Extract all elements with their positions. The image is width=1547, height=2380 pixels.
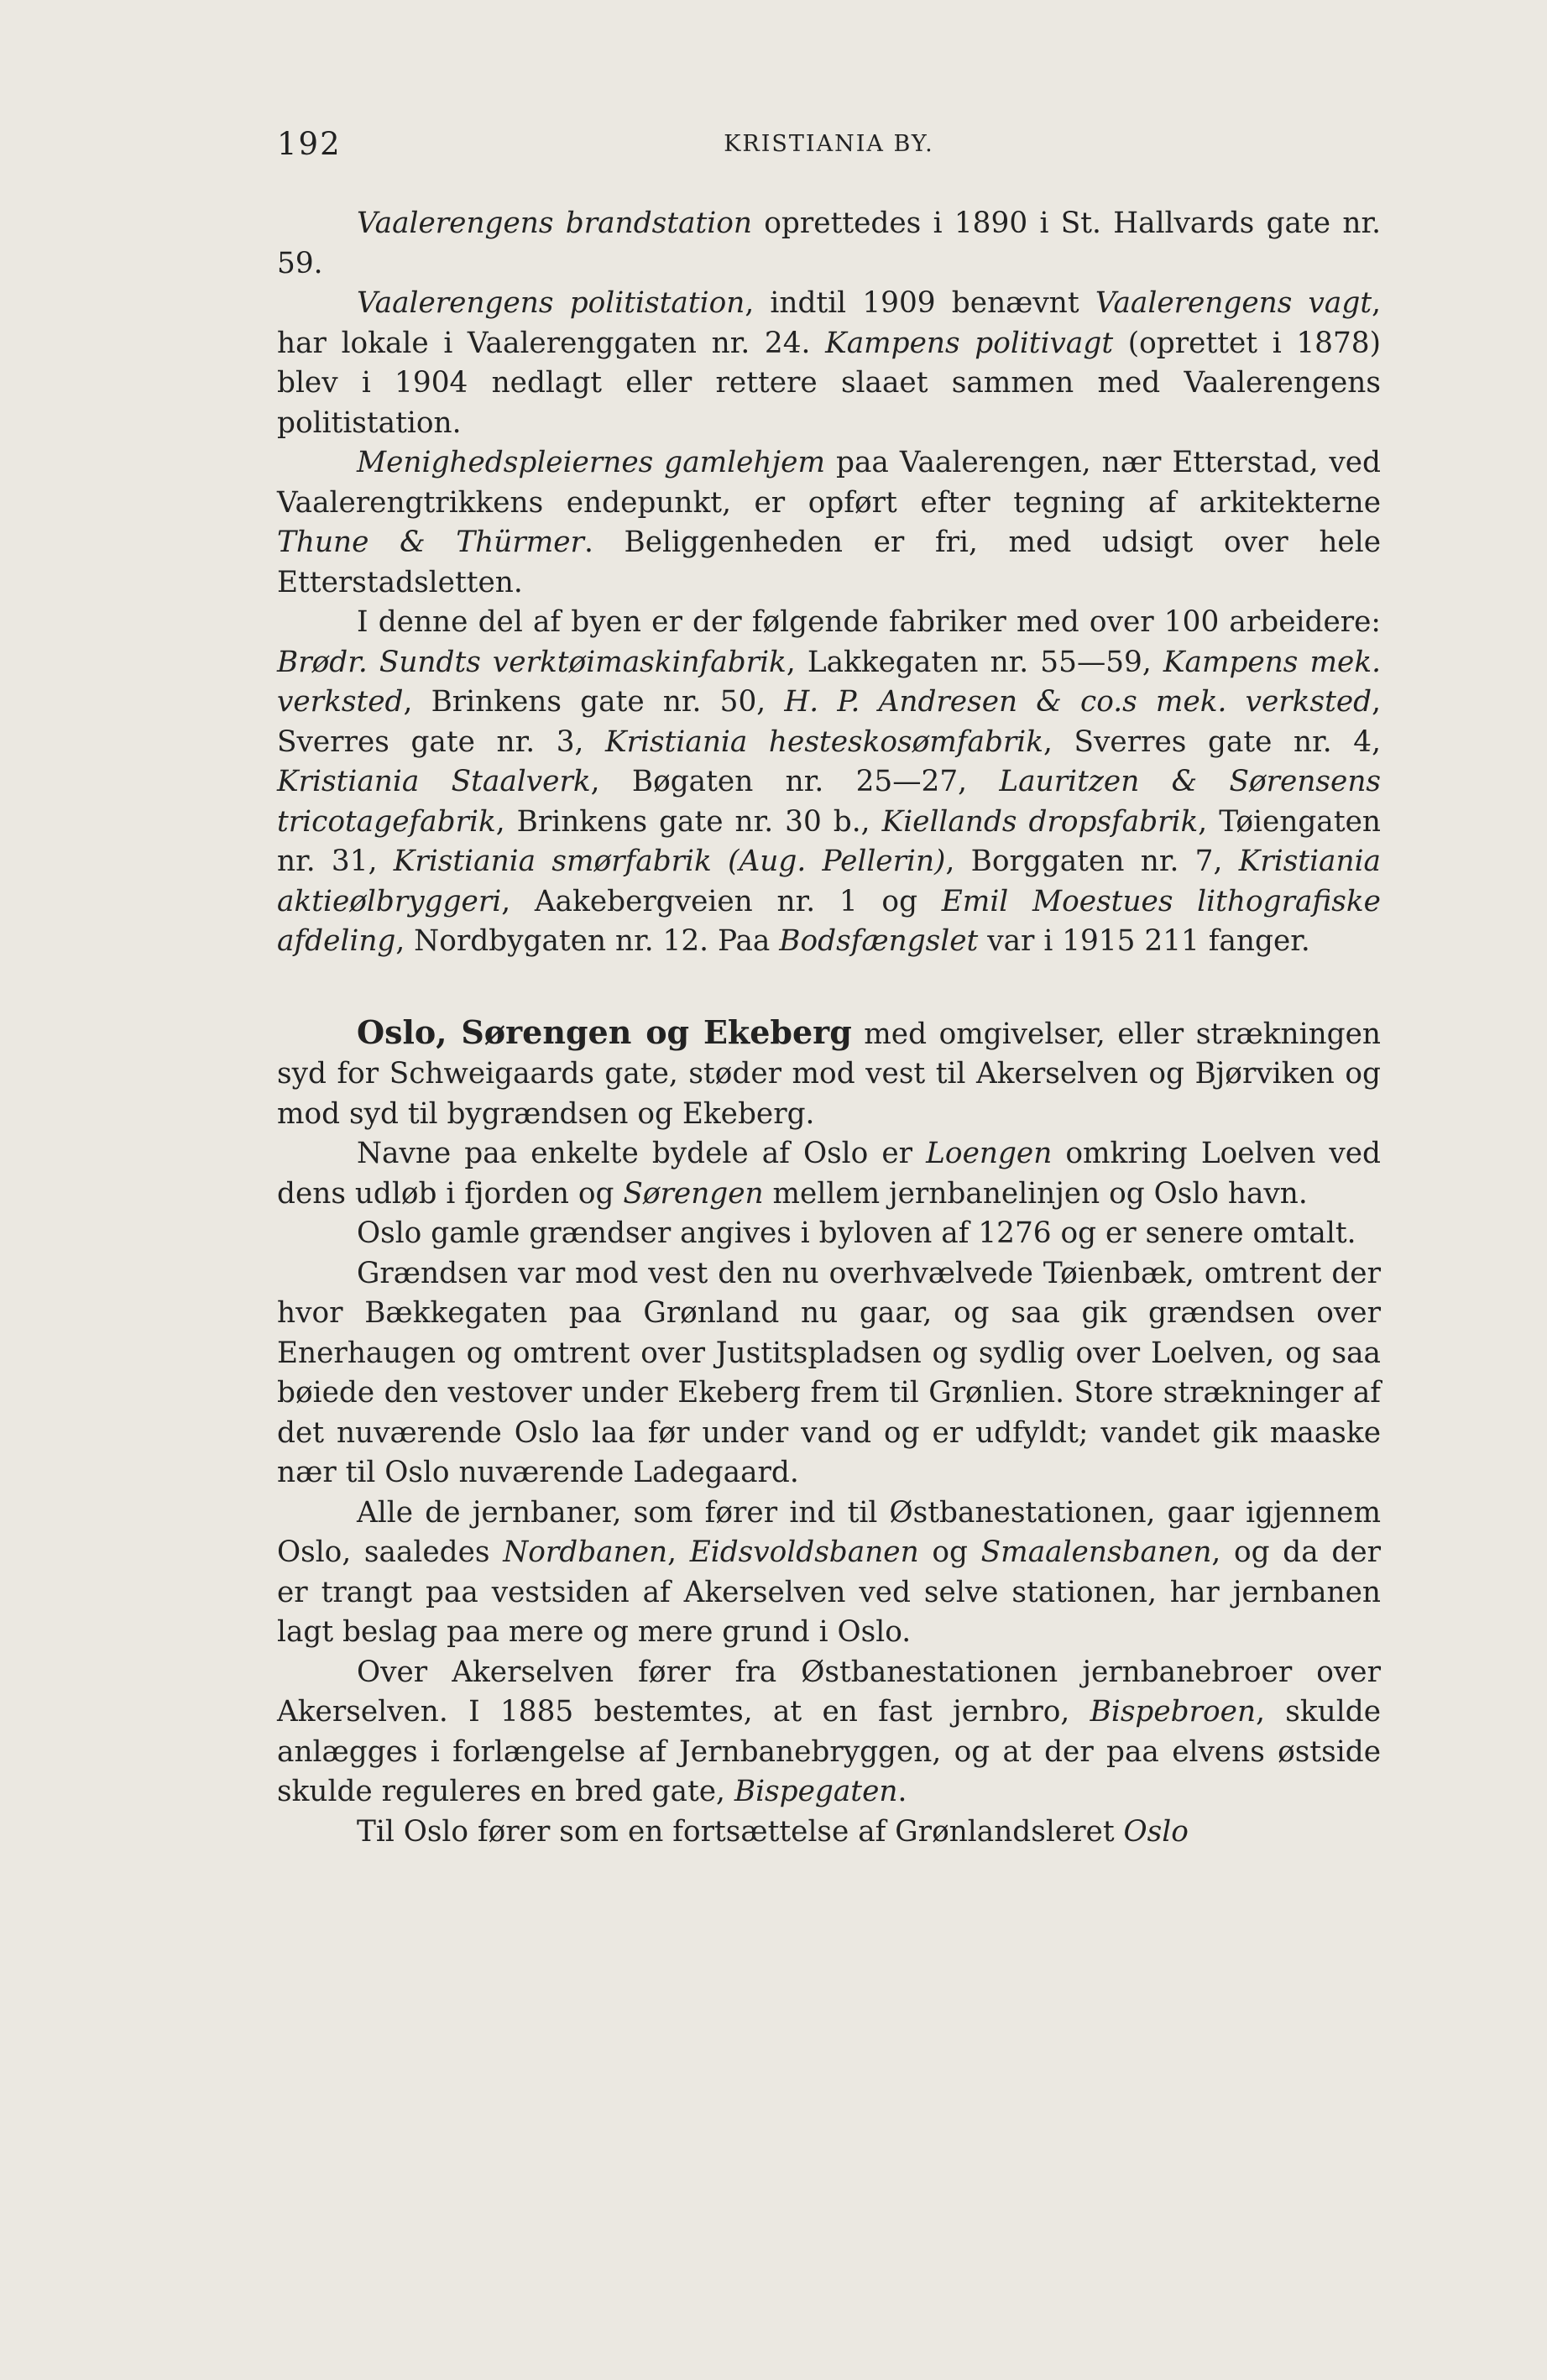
page-body-text	[277, 204, 1381, 1852]
text-run: og	[918, 1535, 981, 1569]
text-run: Over Akerselven fører fra Østbanestationen jernbanebroer over Akerselven. I 1885 bestemtes, at en fast jernbro,	[277, 1655, 1381, 1729]
italic-term: Kristiania hesteskosømfabrik	[605, 724, 1044, 759]
paragraph	[277, 204, 1381, 284]
italic-term: Loengen	[926, 1137, 1053, 1170]
italic-term: Vaalerengens politistation	[357, 286, 745, 320]
text-run: ,	[667, 1535, 690, 1569]
text-run: Oslo gamle grændser angives i byloven af 1276 og er senere omtalt.	[357, 1216, 1356, 1250]
italic-term: Smaalensbanen	[980, 1535, 1212, 1569]
italic-term: Kristiania aktieølbryggeri	[277, 845, 1382, 918]
text-run: omkring Loelven ved dens udløb i fjorden og	[277, 1137, 1381, 1211]
text-run: Navne paa enkelte bydele af Oslo er	[357, 1137, 927, 1170]
text-run: .	[897, 1775, 907, 1808]
text-run: , Borggaten nr. 7,	[945, 845, 1239, 878]
italic-term: Vaalerengens brandstation	[357, 207, 752, 240]
section-heading: Oslo, Sørengen og Ekeberg	[357, 1012, 852, 1051]
text-run: I denne del af byen er der følgende fabriker med over 100 arbeidere:	[357, 605, 1381, 639]
text-run: . Beliggenheden er fri, med udsigt over hele Etterstadsletten.	[277, 526, 1381, 599]
italic-term: Kristiania Staalverk	[277, 765, 591, 798]
italic-term: H. P. Andresen & co.s mek. verksted	[784, 685, 1372, 719]
text-run: mellem jernbanelinjen og Oslo havn.	[763, 1176, 1308, 1211]
text-run: , Bøgaten nr. 25—27,	[590, 765, 1000, 798]
italic-term: Sørengen	[623, 1176, 764, 1211]
text-run: , og da der er trangt paa vestsiden af Akerselven ved selve stationen, har jernbanen lagt beslag paa mere og mere grund i Oslo.	[277, 1535, 1382, 1649]
running-title: KRISTIANIA BY.	[724, 131, 934, 157]
text-run: , indtil 1909 benævnt	[745, 286, 1095, 320]
italic-term: Eidsvoldsbanen	[689, 1535, 919, 1569]
paragraph	[277, 1812, 1381, 1853]
italic-term: Kampens politivagt	[825, 326, 1114, 360]
text-run: , Aakebergveien nr. 1 og	[501, 884, 942, 918]
italic-term: Lauritzen & Sørensens tricotagefabrik	[277, 765, 1382, 839]
paragraph	[277, 284, 1381, 443]
italic-term: Vaalerengens vagt	[1095, 286, 1372, 320]
text-run: (oprettet i 1878) blev i 1904 nedlagt eller rettere slaaet sammen med Vaalerengens politistation.	[277, 326, 1381, 440]
paragraph	[277, 443, 1381, 603]
paragraph	[277, 1134, 1381, 1214]
text-run: , skulde anlægges i forlængelse af Jernbanebryggen, og at der paa elvens østside skulde reguleres en bred gate,	[277, 1695, 1381, 1808]
text-run: , har lokale i Vaalerenggaten nr. 24.	[277, 286, 1382, 360]
italic-term: Thune & Thürmer	[277, 526, 584, 559]
italic-term: Kampens mek. verksted	[277, 645, 1382, 719]
paragraph	[277, 1214, 1381, 1254]
text-run: paa Vaalerengen, nær Etterstad, ved Vaalerengtrikkens endepunkt, er opført efter tegning af arkitekterne	[277, 446, 1381, 520]
text-run: Alle de jernbaner, som fører ind til Østbanestationen, gaar igjennem Oslo, saaledes	[277, 1495, 1381, 1569]
italic-term: Nordbanen	[503, 1535, 668, 1569]
text-run: Til Oslo fører som en fortsættelse af Grønlandsleret	[357, 1814, 1124, 1849]
text-run: Grændsen var mod vest den nu overhvælvede Tøienbæk, omtrent der hvor Bækkegaten paa Grønland nu gaar, og saa gik grændsen over Enerhaugen og omtrent over Justitspladsen og sydlig over Loelven, og saa bøiede den vestover under Ekeberg frem til Grønlien. Store strækninger af det nuværende Oslo laa før under vand og er udfyldt; vandet gik maaske nær til Oslo nuværende Ladegaard.	[277, 1256, 1381, 1489]
italic-term: Kiellands dropsfabrik	[881, 804, 1199, 839]
page-number: 192	[277, 126, 342, 162]
text-run: med omgivelser, eller strækningen syd for Schweigaards gate, støder mod vest til Akerselven og Bjørviken og mod syd til bygrændsen og Ekeberg.	[277, 1017, 1381, 1131]
page-header	[277, 126, 1381, 176]
paragraph	[277, 1493, 1381, 1653]
paragraph	[277, 1254, 1381, 1493]
italic-term: Menighedspleiernes gamlehjem	[357, 446, 825, 479]
italic-term: Bodsfængslet	[779, 924, 979, 958]
text-run: , Sverres gate nr. 4,	[1043, 724, 1381, 759]
text-run: , Lakkegaten nr. 55—59,	[786, 645, 1163, 679]
paragraph	[277, 1653, 1381, 1812]
text-run: , Sverres gate nr. 3,	[277, 685, 1382, 759]
text-run: oprettedes i 1890 i St. Hallvards gate nr. 59.	[277, 207, 1381, 280]
paragraph	[277, 1012, 1381, 1135]
italic-term: Emil Moestues lithografiske afdeling	[277, 884, 1381, 958]
italic-term: Bispegaten	[734, 1775, 898, 1808]
text-run: , Brinkens gate nr. 30 b.,	[495, 804, 882, 839]
text-run: , Brinkens gate nr. 50,	[403, 685, 785, 719]
text-run: , Tøiengaten nr. 31,	[277, 804, 1381, 878]
italic-term: Brødr. Sundts verktøimaskinfabrik	[277, 645, 787, 679]
italic-term: Oslo	[1123, 1814, 1189, 1849]
text-run: var i 1915 211 fanger.	[978, 924, 1310, 958]
italic-term: Kristiania smørfabrik (Aug. Pellerin)	[393, 845, 946, 878]
text-run: , Nordbygaten nr. 12. Paa	[395, 924, 780, 958]
paragraph	[277, 603, 1381, 962]
italic-term: Bispebroen	[1090, 1695, 1257, 1729]
